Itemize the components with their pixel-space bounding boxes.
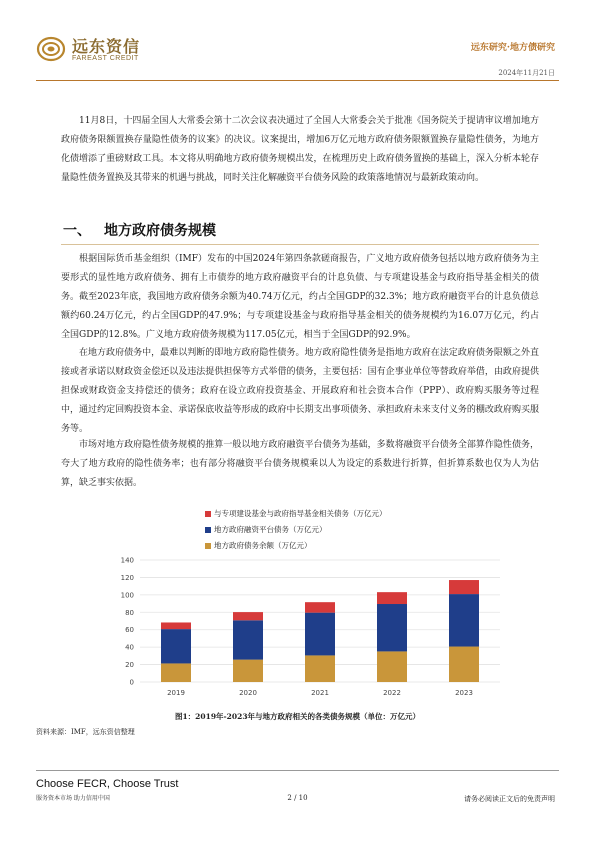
footer-brand: Choose FECR, Choose Trust xyxy=(36,778,179,790)
x-tick-label: 2023 xyxy=(455,689,473,697)
y-tick-label: 60 xyxy=(125,626,134,635)
figure-caption: 图1：2019年-2023年与地方政府相关的各类债务规模（单位：万亿元） xyxy=(174,712,421,721)
legend-item-lgfv: 地方政府融资平台债务（万亿元） xyxy=(205,524,327,535)
company-name: 远东资信 xyxy=(72,37,141,56)
disclaimer-note: 请务必阅读正文后的免责声明 xyxy=(464,795,555,803)
page-number: 2 / 10 xyxy=(287,794,308,802)
section-divider xyxy=(61,244,539,245)
bar-segment xyxy=(233,660,263,682)
y-tick-label: 140 xyxy=(120,556,134,565)
y-tick-label: 100 xyxy=(120,591,134,600)
footer-tagline: 服务资本市场 助力信用中国 xyxy=(36,795,110,802)
bar-segment xyxy=(377,592,407,604)
company-logo xyxy=(36,34,66,64)
legend-swatch xyxy=(205,511,211,517)
bar-segment xyxy=(233,612,263,620)
bar-segment xyxy=(377,651,407,682)
bar-segment xyxy=(233,620,263,659)
x-tick-label: 2021 xyxy=(311,689,329,697)
legend-item-gov-debt: 地方政府债务余额（万亿元） xyxy=(205,540,312,551)
body-paragraph-market-estimate: 市场对地方政府隐性债务规模的推算一般以地方政府融资平台债务为基础，多数将融资平台债务全部算作隐性债务，夸大了地方政府的隐性债务率；也有部分将融资平台债务规模乘以人为设定的系数进行折算，但折算系数也仅为人为估算，缺乏事实依据。 xyxy=(61,440,539,488)
bar-segment xyxy=(449,647,479,682)
logo-emblem-icon xyxy=(36,34,66,64)
bar-segment xyxy=(161,622,191,629)
x-tick-label: 2020 xyxy=(239,689,257,697)
legend-swatch xyxy=(205,527,211,533)
bar-segment xyxy=(449,580,479,594)
y-tick-label: 20 xyxy=(125,661,134,670)
bar-segment xyxy=(161,629,191,663)
x-tick-label: 2019 xyxy=(167,689,185,697)
y-tick-label: 40 xyxy=(125,643,134,652)
y-tick-label: 120 xyxy=(120,573,134,582)
header-divider xyxy=(36,80,559,81)
bar-segment xyxy=(305,602,335,612)
company-name-en: FAREAST CREDIT xyxy=(72,55,139,62)
footer-divider xyxy=(36,770,559,771)
y-tick-label: 0 xyxy=(129,678,134,687)
y-tick-label: 80 xyxy=(125,608,134,617)
bar-segment xyxy=(377,604,407,651)
bar-segment xyxy=(305,655,335,682)
body-paragraph-hidden-debt: 在地方政府债务中，最难以判断的即地方政府隐性债务。地方政府隐性债务是指地方政府在法定政府债务限额之外直接或者承诺以财政资金偿还以及违法提供担保等方式举借的债务，主要包括：国有企事业单位等替政府举借，由政府提供担保或财政资金支持偿还的债务；政府在设立政府投资基金、开展政府和社会资本合作（PPP）、政府购买服务等过程中，通过约定回购投资本金、承诺保底收益等形成的政府中长期支出事项债务、承担政府未来支付义务的棚改政府购买服务等。 xyxy=(61,348,539,434)
intro-paragraph: 11月8日，十四届全国人大常委会第十二次会议表决通过了全国人大常委会关于批准《国务院关于提请审议增加地方政府债务限额置换存量隐性债务的议案》的决议。议案提出，增加6万亿元地方政府债务限额置换存量隐性债务，为地方化债增添了重磅财政工具。本文将从明确地方政府债务规模出发，在梳理历史上政府债务置换的基础上，深入分析本轮存量隐性债务置换及其带来的机遇与挑战，同时关注化解融资平台债务风险的政策落地情况与最新政策动向。 xyxy=(61,116,539,183)
legend-swatch xyxy=(205,543,211,549)
source-note: 资料来源：IMF，远东资信整理 xyxy=(36,728,135,736)
bar-segment xyxy=(449,594,479,646)
x-tick-label: 2022 xyxy=(383,689,401,697)
section-number: 一、 xyxy=(63,223,91,239)
section-title: 地方政府债务规模 xyxy=(104,223,216,239)
stacked-bar-chart xyxy=(110,552,510,700)
report-date: 2024年11月21日 xyxy=(498,69,555,77)
body-paragraph-imf: 根据国际货币基金组织（IMF）发布的中国2024年第四条款磋商报告，广义地方政府债务包括以地方政府债务为主要形式的显性地方政府债务、拥有上市债券的地方政府融资平台的计息负债、与专项建设基金与政府指导基金相关的债务。截至2023年底，我国地方政府债务余额为40.74万亿元，约占全国GDP的32.3%；地方政府融资平台的计息负债总额约60.24万亿元，约占全国GDP的47.9%；与专项建设基金与政府指导基金相关的债务规模约为16.07万亿元，约占全国GDP的12.8%。广义地方政府债务规模为117.05亿元，相当于全国GDP的92.9%。 xyxy=(61,254,539,340)
legend-item-special-fund: 与专项建设基金与政府指导基金相关债务（万亿元） xyxy=(205,508,387,519)
report-series: 远东研究·地方债研究 xyxy=(470,43,555,53)
bar-segment xyxy=(305,613,335,656)
bar-segment xyxy=(161,663,191,682)
